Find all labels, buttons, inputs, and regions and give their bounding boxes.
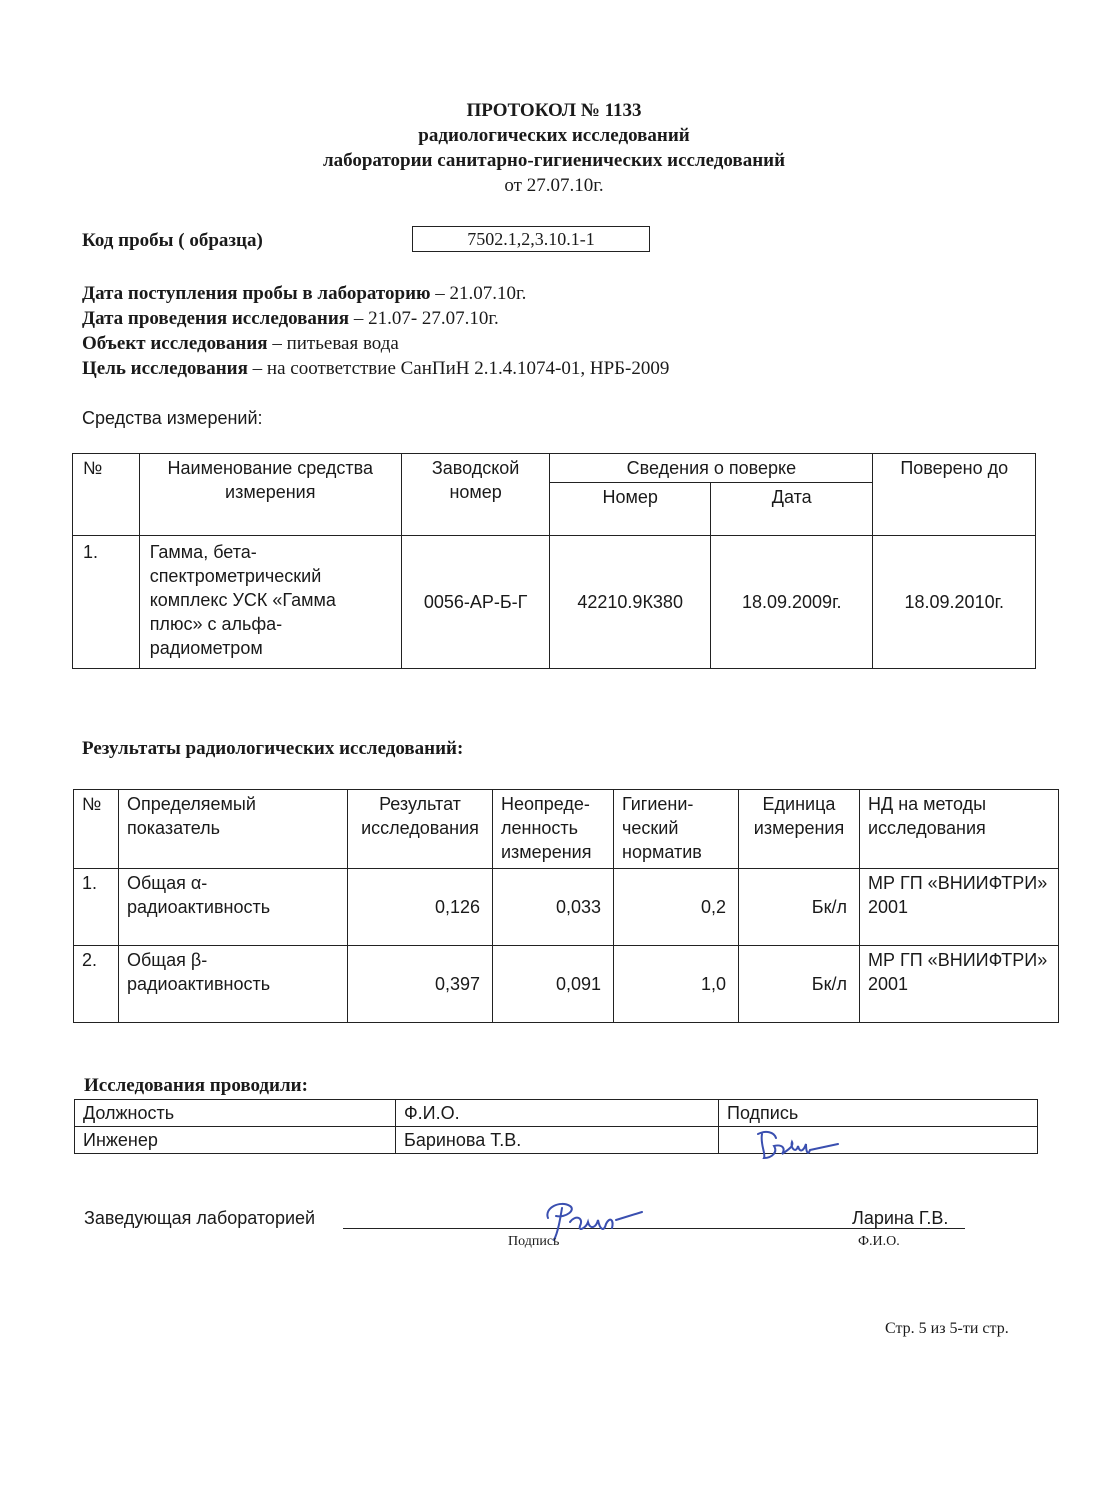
object-value: – питьевая вода	[267, 333, 399, 354]
cell-unit: Бк/л	[739, 946, 860, 1023]
conducted-label: Дата проведения исследования	[82, 308, 350, 329]
cell-norm: 0,2	[614, 869, 739, 946]
cell-indicator: Общая β-радиоактивность	[119, 946, 348, 1023]
col-serial: Заводской номер	[401, 454, 550, 536]
col-name: Наименование средства измерения	[139, 454, 401, 536]
table-row	[75, 1127, 1038, 1154]
conducted-title: Исследования проводили:	[84, 1075, 308, 1096]
received-label: Дата поступления пробы в лабораторию	[82, 283, 431, 304]
col-indicator: Определяемый показатель	[119, 790, 348, 869]
received-date-line	[82, 281, 669, 306]
sample-code-box: 7502.1,2,3.10.1-1	[412, 226, 650, 252]
head-name: Ларина Г.В.	[852, 1208, 949, 1228]
col-position: Должность	[75, 1100, 396, 1127]
cell-result: 0,126	[348, 869, 493, 946]
col-signature: Подпись	[719, 1100, 1038, 1127]
fio-caption: Ф.И.О.	[858, 1234, 900, 1249]
table-row	[73, 536, 1036, 669]
cell-method: МР ГП «ВНИИФТРИ» 2001	[860, 869, 1059, 946]
cell-name: Гамма, бета-спектрометрический комплекс УСК «Гамма плюс» с альфа-радиометром	[139, 536, 401, 669]
col-fio: Ф.И.О.	[396, 1100, 719, 1127]
cell-serial: 0056-АР-Б-Г	[401, 536, 550, 669]
sample-code-label: Код пробы ( образца)	[82, 230, 263, 251]
cell-unit: Бк/л	[739, 869, 860, 946]
col-result: Результат исследования	[348, 790, 493, 869]
protocol-subtitle: радиологических исследований	[418, 125, 690, 146]
instruments-table	[72, 453, 1036, 669]
cell-num: 1.	[74, 869, 119, 946]
goal-line	[82, 356, 669, 381]
signature-caption: Подпись	[508, 1234, 560, 1249]
col-norm: Гигиени-ческий норматив	[614, 790, 739, 869]
cell-valid: 18.09.2010г.	[873, 536, 1036, 669]
table-row	[74, 946, 1059, 1023]
conducted-date-line	[82, 306, 669, 331]
engineer-signature	[752, 1124, 842, 1164]
cell-uncertainty: 0,091	[493, 946, 614, 1023]
cell-num: 1.	[73, 536, 140, 669]
goal-value: – на соответствие СанПиН 2.1.4.1074-01, НРБ-2009	[247, 358, 670, 379]
table-header-row	[74, 790, 1059, 869]
object-label: Объект исследования	[82, 333, 268, 354]
cell-ver-num: 42210.9К380	[550, 536, 711, 669]
cell-position: Инженер	[75, 1127, 396, 1154]
protocol-title: ПРОТОКОЛ № 1133	[466, 100, 642, 121]
col-num: №	[74, 790, 119, 869]
received-value: – 21.07.10г.	[430, 283, 527, 304]
table-header-row	[75, 1100, 1038, 1127]
col-uncertainty: Неопреде-ленность измерения	[493, 790, 614, 869]
results-table	[73, 789, 1059, 1023]
col-num: №	[73, 454, 140, 536]
table-row	[74, 869, 1059, 946]
instruments-title: Средства измерений:	[82, 408, 263, 428]
goal-label: Цель исследования	[82, 358, 248, 379]
page-number: Стр. 5 из 5-ти стр.	[885, 1320, 1009, 1337]
protocol-date: от 27.07.10г.	[504, 175, 604, 196]
col-method: НД на методы исследования	[860, 790, 1059, 869]
col-ver-num: Номер	[550, 483, 711, 536]
cell-uncertainty: 0,033	[493, 869, 614, 946]
col-unit: Единица измерения	[739, 790, 860, 869]
cell-method: МР ГП «ВНИИФТРИ» 2001	[860, 946, 1059, 1023]
table-header-row	[73, 454, 1036, 483]
col-ver-date: Дата	[710, 483, 873, 536]
staff-table	[74, 1099, 1038, 1154]
cell-norm: 1,0	[614, 946, 739, 1023]
cell-num: 2.	[74, 946, 119, 1023]
cell-result: 0,397	[348, 946, 493, 1023]
object-line	[82, 331, 669, 356]
sample-info	[82, 281, 669, 381]
col-valid: Поверено до	[873, 454, 1036, 536]
col-verification: Сведения о поверке	[550, 454, 873, 483]
cell-ver-date: 18.09.2009г.	[710, 536, 873, 669]
cell-indicator: Общая α-радиоактивность	[119, 869, 348, 946]
laboratory-name: лаборатории санитарно-гигиенических исследований	[322, 150, 786, 171]
conducted-value: – 21.07- 27.07.10г.	[349, 308, 499, 329]
head-label: Заведующая лабораторией	[84, 1208, 316, 1228]
cell-fio: Баринова Т.В.	[396, 1127, 719, 1154]
document-header	[280, 98, 828, 198]
results-title: Результаты радиологических исследований:	[82, 738, 464, 759]
